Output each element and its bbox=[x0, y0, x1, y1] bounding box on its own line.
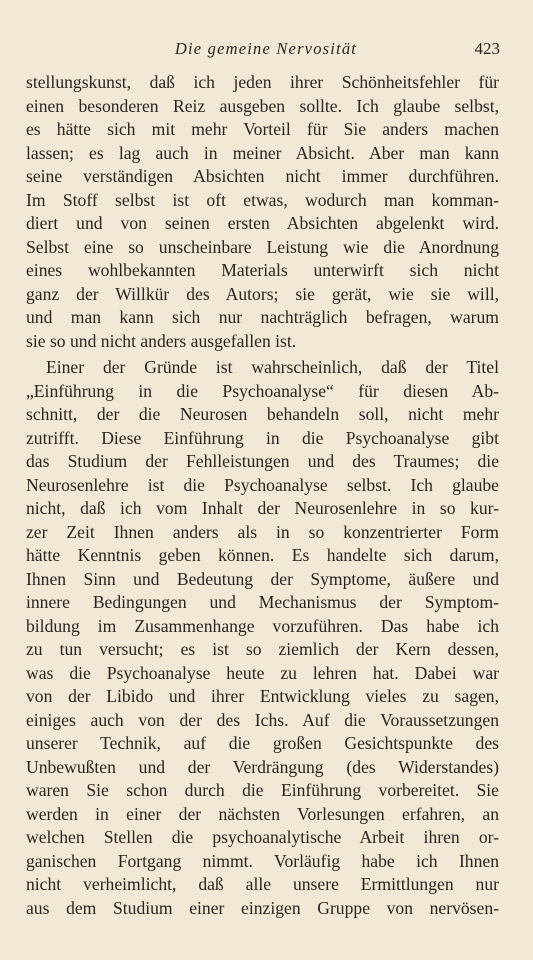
paragraph bbox=[26, 356, 499, 920]
text-line: unserer Technik, auf die großen Gesichtspunkte des bbox=[26, 733, 499, 753]
text-line: zutrifft. Diese Einführung in die Psychoanalyse gibt bbox=[26, 427, 499, 448]
text-line: schnitt, der die Neurosen behandeln soll, nicht mehr bbox=[26, 404, 499, 424]
text-line: zer Zeit Ihnen anders als in so konzentrierter Form bbox=[26, 521, 499, 542]
text-line: waren Sie schon durch die Einführung vorbereitet. Sie bbox=[26, 780, 499, 800]
text-line: das Studium der Fehlleistungen und des Traumes; die bbox=[26, 451, 499, 471]
text-line: zu tun versucht; es ist so ziemlich der Kern dessen, bbox=[26, 639, 499, 659]
text-line: Unbewußten und der Verdrängung (des Widerstandes) bbox=[26, 756, 499, 777]
text-line: bildung im Zusammenhange vorzuführen. Das habe ich bbox=[26, 615, 499, 636]
text-line: was die Psychoanalyse heute zu lehren hat. Dabei war bbox=[26, 662, 499, 683]
text-line: innere Bedingungen und Mechanismus der Symptom- bbox=[26, 592, 499, 612]
text-line: hätte Kenntnis geben können. Es handelte sich darum, bbox=[26, 545, 499, 565]
text-line: Neurosenlehre ist die Psychoanalyse selbst. Ich glaube bbox=[26, 474, 499, 495]
text-line: seine verständigen Absichten nicht immer durchführen. bbox=[26, 166, 499, 186]
text-line: ganz der Willkür des Autors; sie gerät, wie sie will, bbox=[26, 283, 499, 304]
text-line: ganischen Fortgang nimmt. Vorläufig habe ich Ihnen bbox=[26, 850, 499, 871]
text-line: lassen; es lag auch in meiner Absicht. Aber man kann bbox=[26, 142, 499, 163]
text-line: werden in einer der nächsten Vorlesungen erfahren, an bbox=[26, 803, 499, 824]
text-line: Einer der Gründe ist wahrscheinlich, daß der Titel bbox=[46, 357, 499, 377]
paragraph bbox=[26, 71, 499, 353]
text-line: diert und von seinen ersten Absichten abgelenkt wird. bbox=[26, 213, 499, 233]
text-line: Selbst eine so unscheinbare Leistung wie die Anordnung bbox=[26, 236, 499, 257]
text-line: von der Libido und ihrer Entwicklung vieles zu sagen, bbox=[26, 686, 499, 706]
running-title: Die gemeine Nervosität bbox=[174, 39, 358, 58]
text-line: nicht, daß ich vom Inhalt der Neurosenlehre in so kur- bbox=[26, 498, 499, 518]
text-line: und man kann sich nur nachträglich befragen, warum bbox=[26, 307, 499, 327]
text-line: Im Stoff selbst ist oft etwas, wodurch man komman- bbox=[26, 189, 499, 210]
running-head bbox=[28, 36, 504, 62]
text-line: einen besonderen Reiz ausgeben sollte. Ich glaube selbst, bbox=[26, 95, 499, 116]
text-line: sie so und nicht anders ausgefallen ist. bbox=[26, 330, 297, 351]
text-line: es hätte sich mit mehr Vorteil für Sie anders machen bbox=[26, 119, 499, 139]
text-line: Ihnen Sinn und Bedeutung der Symptome, äußere und bbox=[26, 568, 499, 589]
text-line: stellungskunst, daß ich jeden ihrer Schönheitsfehler für bbox=[26, 72, 499, 92]
text-line: welchen Stellen die psychoanalytische Arbeit ihren or- bbox=[26, 827, 499, 847]
text-line: aus dem Studium einer einzigen Gruppe von nervösen- bbox=[26, 897, 499, 918]
text-line: eines wohlbekannten Materials unterwirft sich nicht bbox=[26, 260, 499, 280]
page-number: 423 bbox=[474, 39, 500, 58]
body-text bbox=[26, 71, 499, 920]
text-line: nicht verheimlicht, daß alle unsere Ermittlungen nur bbox=[26, 874, 499, 894]
text-line: „Einführung in die Psychoanalyse“ für diesen Ab- bbox=[26, 380, 499, 401]
text-line: einiges auch von der des Ichs. Auf die Voraussetzungen bbox=[26, 709, 499, 730]
